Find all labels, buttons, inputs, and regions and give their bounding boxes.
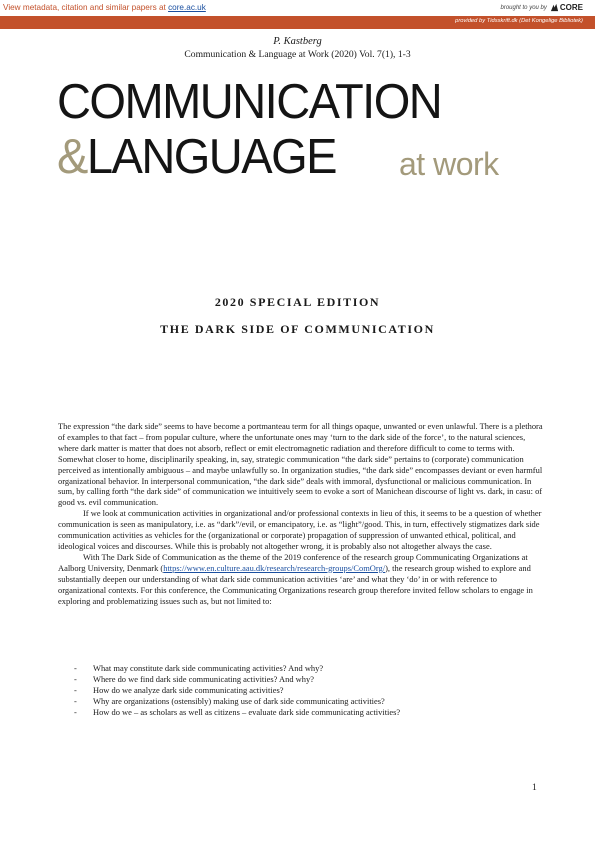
edition-heading: 2020 SPECIAL EDITION [214, 295, 381, 309]
list-item [74, 663, 544, 674]
core-metadata-prefix: View metadata, citation and similar papers at [3, 3, 169, 12]
list-bullet: - [74, 684, 77, 695]
journal-logo-language [57, 131, 336, 183]
author-name: P. Kastberg [273, 36, 322, 47]
list-item-text: How do we analyze dark side communicating activities? [93, 684, 284, 695]
paragraph-1: The expression “the dark side” seems to have become a portmanteau term for all things opaque, unwanted or even unlawful. There is a plethora of examples to that fact – from popular culture, where the unfortunate ones may ‘turn to the dark side of the force’, to the natural sciences, where dark matter is matter that does not absorb, reflect or emit electromagnetic radiation and therefore difficult to come to terms with. Somewhat closer to home, disciplinarily speaking, in, say, strategic communication “the dark side” pertains to (corporate) communication perceived as intentionally ambiguous – and maybe unlawfully so. In organization studies, “the dark side” encompasses deviant or even harmful organizational behavior. In interpersonal communication, “the dark side” deals with immoral, dysfunctional or malicious communication. In sum, by calling forth “the dark side” of communication we intuitively seem to evoke a sort of Manichean discourse of light vs. dark, in casu: of good vs. evil communication. [58, 421, 543, 508]
list-item-text: How do we – as scholars as well as citizens – evaluate dark side communicating activities? [93, 706, 401, 717]
list-item [74, 674, 544, 685]
list-item [74, 685, 544, 696]
provided-by-bar [0, 16, 595, 29]
research-questions-list [74, 663, 544, 718]
journal-logo-communication: COMMUNICATION [57, 75, 442, 129]
list-bullet: - [74, 695, 77, 706]
paragraph-3 [58, 552, 543, 607]
core-banner [0, 0, 595, 16]
list-item-text: What may constitute dark side communicating activities? And why? [93, 663, 324, 673]
provided-by-text[interactable]: provided by Tidsskrift.dk (Det Kongelige Bibliotek) [455, 18, 583, 24]
core-logo[interactable] [550, 3, 583, 12]
page-number: 1 [532, 783, 537, 793]
journal-citation: Communication & Language at Work (2020) Vol. 7(1), 1-3 [184, 49, 411, 60]
logo-ampersand: & [57, 130, 87, 184]
core-ac-uk-link[interactable]: core.ac.uk [168, 3, 206, 12]
list-item-text: Where do we find dark side communicating activities? And why? [93, 673, 314, 684]
core-logo-icon [550, 3, 559, 12]
list-bullet: - [74, 706, 77, 717]
paragraph-2: If we look at communication activities in organizational and/or professional contexts in lieu of this, it seems to be a question of whether communication is seen as manipulatory, i.e. as “dark”/evil, or emancipatory, i.e. as “light”/good. This, in turn, effectively stigmatizes dark side communication activities as vehicles for the (organizational or corporate) propagation of suppression of unwanted ethical, political, and ideological voices and discourses. While this is probably not altogether wrong, it is probably also not altogether always the case. [58, 508, 542, 551]
list-item [74, 707, 544, 718]
logo-language-word: LANGUAGE [86, 130, 336, 184]
core-logo-text: CORE [559, 3, 583, 12]
list-item-text: Why are organizations (ostensibly) making use of dark side communicating activities? [93, 695, 385, 706]
article-title: THE DARK SIDE OF COMMUNICATION [160, 322, 435, 336]
comorg-research-group-link[interactable]: https://www.en.culture.aau.dk/research/research-groups/ComOrg/ [163, 562, 386, 573]
article-body [58, 421, 543, 606]
list-bullet: - [74, 663, 77, 673]
journal-logo-at-work: at work [399, 146, 499, 182]
brought-to-you-by [501, 3, 584, 12]
list-bullet: - [74, 673, 77, 684]
paragraph-3-end: ), the research group wished to explore and substantially deepen our understanding of what dark side communication activities ‘are’ and what they ‘do’ in or with reference to organizational contexts. For this conference, the Communicating Organizations research group therefore invited fellow scholars to engage in exploring and problematizing issues such as, but not limited to: [58, 562, 533, 606]
core-metadata-line [3, 3, 206, 12]
brought-to-you-text: brought to you by [500, 4, 547, 11]
paragraph-3-start: With The Dark Side of Communication as the theme of the 2019 conference of the research group Communicating Organizations at Aalborg University, Denmark ( [58, 551, 528, 573]
list-item [74, 696, 544, 707]
